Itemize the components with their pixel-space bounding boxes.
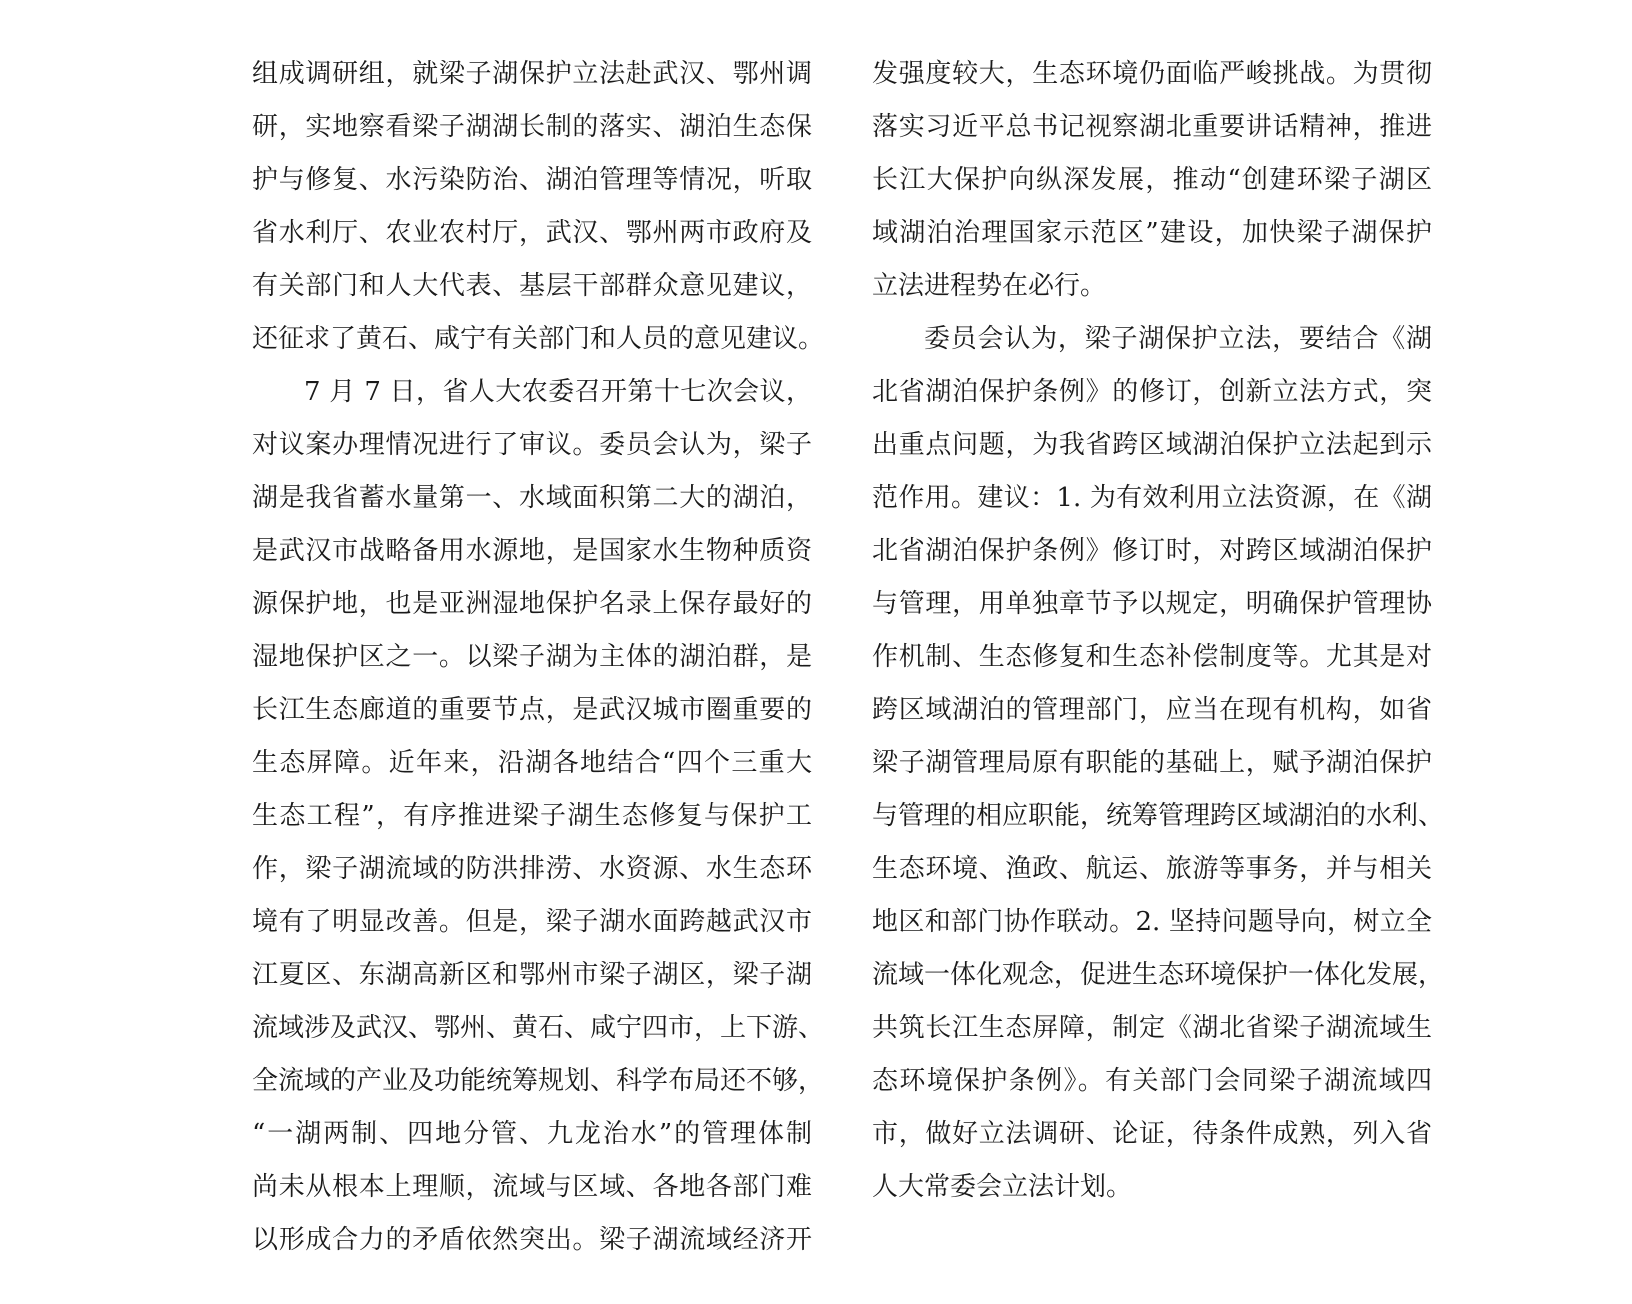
text-line: 流域一体化观念，促进生态环境保护一体化发展， xyxy=(872,960,1445,990)
text-line: 北省湖泊保护条例》修订时，对跨区域湖泊保护 xyxy=(872,536,1432,566)
text-line: 范作用。建议：1. 为有效利用立法资源，在《湖 xyxy=(872,483,1432,513)
text-line: 人大常委会立法计划。 xyxy=(872,1172,1133,1202)
text-line: “一湖两制、四地分管、九龙治水”的管理体制 xyxy=(252,1119,812,1149)
text-line: 尚未从根本上理顺，流域与区域、各地各部门难 xyxy=(252,1172,812,1202)
text-line: 发强度较大，生态环境仍面临严峻挑战。为贯彻 xyxy=(872,59,1432,89)
text-line: 全流域的产业及功能统筹规划、科学布局还不够， xyxy=(252,1066,825,1096)
text-line: 还征求了黄石、咸宁有关部门和人员的意见建议。 xyxy=(252,324,825,354)
text-line: 态环境保护条例》。有关部门会同梁子湖流域四 xyxy=(872,1066,1432,1096)
text-line: 江夏区、东湖高新区和鄂州市梁子湖区，梁子湖 xyxy=(252,960,812,990)
left-text-column xyxy=(252,48,825,1267)
text-line: 梁子湖管理局原有职能的基础上，赋予湖泊保护 xyxy=(872,748,1432,778)
text-line: 北省湖泊保护条例》的修订，创新立法方式，突 xyxy=(872,377,1432,407)
text-line: 立法进程势在必行。 xyxy=(872,271,1107,301)
text-line: 共筑长江生态屏障，制定《湖北省梁子湖流域生 xyxy=(872,1013,1432,1043)
right-text-column xyxy=(872,48,1445,1214)
text-line: 护与修复、水污染防治、湖泊管理等情况，听取 xyxy=(252,165,812,195)
text-line: 有关部门和人大代表、基层干部群众意见建议， xyxy=(252,271,812,301)
text-line: 长江大保护向纵深发展，推动“创建环梁子湖区 xyxy=(872,165,1432,195)
text-line: 出重点问题，为我省跨区域湖泊保护立法起到示 xyxy=(872,430,1432,460)
text-line: 域湖泊治理国家示范区”建设，加快梁子湖保护 xyxy=(872,218,1432,248)
text-line: 湿地保护区之一。以梁子湖为主体的湖泊群，是 xyxy=(252,642,812,672)
text-line: 是武汉市战略备用水源地，是国家水生物种质资 xyxy=(252,536,812,566)
text-line: 湖是我省蓄水量第一、水域面积第二大的湖泊， xyxy=(252,483,812,513)
text-line: 地区和部门协作联动。2. 坚持问题导向，树立全 xyxy=(872,907,1432,937)
text-line: 落实习近平总书记视察湖北重要讲话精神，推进 xyxy=(872,112,1432,142)
text-line: 7 月 7 日，省人大农委召开第十七次会议， xyxy=(304,377,812,407)
text-line: 与管理，用单独章节予以规定，明确保护管理协 xyxy=(872,589,1432,619)
text-line: 委员会认为，梁子湖保护立法，要结合《湖 xyxy=(924,324,1432,354)
text-line: 生态屏障。近年来，沿湖各地结合“四个三重大 xyxy=(252,748,812,778)
text-line: 流域涉及武汉、鄂州、黄石、咸宁四市，上下游、 xyxy=(252,1013,825,1043)
text-line: 生态工程”，有序推进梁子湖生态修复与保护工 xyxy=(252,801,812,831)
text-line: 作，梁子湖流域的防洪排涝、水资源、水生态环 xyxy=(252,854,812,884)
text-line: 对议案办理情况进行了审议。委员会认为，梁子 xyxy=(252,430,812,460)
text-line: 研，实地察看梁子湖湖长制的落实、湖泊生态保 xyxy=(252,112,812,142)
text-line: 长江生态廊道的重要节点，是武汉城市圈重要的 xyxy=(252,695,812,725)
text-line: 组成调研组，就梁子湖保护立法赴武汉、鄂州调 xyxy=(252,59,812,89)
text-line: 跨区域湖泊的管理部门，应当在现有机构，如省 xyxy=(872,695,1432,725)
text-line: 作机制、生态修复和生态补偿制度等。尤其是对 xyxy=(872,642,1432,672)
text-line: 以形成合力的矛盾依然突出。梁子湖流域经济开 xyxy=(252,1225,812,1255)
text-line: 与管理的相应职能，统筹管理跨区域湖泊的水利、 xyxy=(872,801,1445,831)
text-line: 境有了明显改善。但是，梁子湖水面跨越武汉市 xyxy=(252,907,812,937)
text-line: 省水利厅、农业农村厅，武汉、鄂州两市政府及 xyxy=(252,218,812,248)
text-line: 市，做好立法调研、论证，待条件成熟，列入省 xyxy=(872,1119,1432,1149)
text-line: 源保护地，也是亚洲湿地保护名录上保存最好的 xyxy=(252,589,812,619)
text-line: 生态环境、渔政、航运、旅游等事务，并与相关 xyxy=(872,854,1432,884)
